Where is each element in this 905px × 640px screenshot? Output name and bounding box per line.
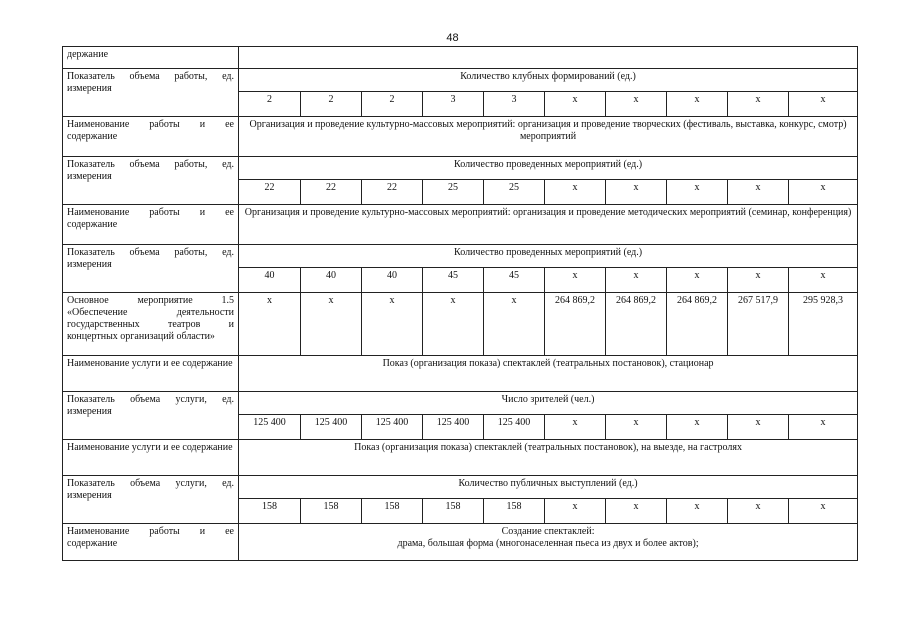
empty-cell — [239, 47, 858, 69]
value-cell: 3 — [484, 92, 545, 117]
service-description: Показ (организация показа) спектаклей (театральных постановок), стационар — [239, 356, 858, 392]
table-row — [63, 293, 858, 356]
value-cell: 267 517,9 — [728, 293, 789, 356]
row-label: Показатель объема работы, ед. измерения — [63, 69, 239, 117]
table-row — [63, 476, 858, 499]
value-cell: х — [423, 293, 484, 356]
value-cell: х — [606, 268, 667, 293]
row-label: Наименование работы и ее содержание — [63, 117, 239, 157]
value-cell: х — [667, 92, 728, 117]
table-row — [63, 524, 858, 561]
indicator-title: Количество публичных выступлений (ед.) — [239, 476, 858, 499]
value-cell: х — [545, 180, 606, 205]
value-cell: 40 — [362, 268, 423, 293]
value-cell: 45 — [423, 268, 484, 293]
value-cell: х — [667, 180, 728, 205]
value-cell: х — [545, 415, 606, 440]
page-number: 48 — [446, 32, 459, 44]
value-cell: 158 — [423, 499, 484, 524]
value-cell: х — [728, 499, 789, 524]
program-table — [62, 46, 858, 561]
value-cell: 158 — [484, 499, 545, 524]
value-cell: 2 — [362, 92, 423, 117]
table-row — [63, 69, 858, 92]
table-row — [63, 440, 858, 476]
value-cell: х — [728, 415, 789, 440]
value-cell: 2 — [301, 92, 362, 117]
value-cell: х — [545, 499, 606, 524]
value-cell: х — [606, 499, 667, 524]
value-cell: 25 — [484, 180, 545, 205]
row-label: Наименование услуги и ее содержание — [63, 356, 239, 392]
value-cell: х — [484, 293, 545, 356]
work-description-line: Создание спектаклей: — [501, 526, 595, 537]
value-cell: 158 — [362, 499, 423, 524]
value-cell: 295 928,3 — [789, 293, 858, 356]
value-cell: 25 — [423, 180, 484, 205]
value-cell: х — [728, 180, 789, 205]
row-label: Наименование работы и ее содержание — [63, 524, 239, 561]
value-cell: 2 — [239, 92, 301, 117]
row-label: Основное мероприятие 1.5 «Обеспечение деятельности государственных театров и концертных организаций области» — [63, 293, 239, 356]
value-cell: 22 — [362, 180, 423, 205]
service-description: Показ (организация показа) спектаклей (театральных постановок), на выезде, на гастролях — [239, 440, 858, 476]
value-cell: х — [789, 499, 858, 524]
value-cell: х — [545, 92, 606, 117]
value-cell: х — [545, 268, 606, 293]
value-cell: х — [789, 415, 858, 440]
value-cell: 3 — [423, 92, 484, 117]
value-cell: х — [606, 92, 667, 117]
value-cell: 22 — [239, 180, 301, 205]
value-cell: 264 869,2 — [606, 293, 667, 356]
table-row — [63, 117, 858, 157]
table-row — [63, 205, 858, 245]
work-description: Организация и проведение культурно-массовых мероприятий: организация и проведение творческих (фестиваль, выставка, конкурс, смотр) мероприятий — [239, 117, 858, 157]
value-cell: х — [301, 293, 362, 356]
value-cell: 22 — [301, 180, 362, 205]
table-row — [63, 245, 858, 268]
value-cell: 125 400 — [484, 415, 545, 440]
value-cell: 125 400 — [301, 415, 362, 440]
row-label: Показатель объема работы, ед. измерения — [63, 157, 239, 205]
row-label: Показатель объема работы, ед. измерения — [63, 245, 239, 293]
work-description — [239, 524, 858, 561]
value-cell: х — [789, 268, 858, 293]
row-label: Показатель объема услуги, ед. измерения — [63, 392, 239, 440]
value-cell: х — [789, 92, 858, 117]
indicator-title: Число зрителей (чел.) — [239, 392, 858, 415]
value-cell: х — [728, 92, 789, 117]
value-cell: 40 — [239, 268, 301, 293]
value-cell: х — [667, 268, 728, 293]
value-cell: 158 — [301, 499, 362, 524]
value-cell: 125 400 — [423, 415, 484, 440]
row-label: Показатель объема услуги, ед. измерения — [63, 476, 239, 524]
work-description-line: драма, большая форма (многонаселенная пьеса из двух и более актов); — [397, 538, 699, 549]
value-cell: 125 400 — [239, 415, 301, 440]
value-cell: 158 — [239, 499, 301, 524]
value-cell: 264 869,2 — [545, 293, 606, 356]
value-cell: х — [728, 268, 789, 293]
value-cell: 264 869,2 — [667, 293, 728, 356]
work-description: Организация и проведение культурно-массовых мероприятий: организация и проведение методических мероприятий (семинар, конференция) — [239, 205, 858, 245]
row-label: Наименование услуги и ее содержание — [63, 440, 239, 476]
indicator-title: Количество проведенных мероприятий (ед.) — [239, 245, 858, 268]
table-row — [63, 157, 858, 180]
table-row — [63, 392, 858, 415]
table-row — [63, 47, 858, 69]
value-cell: х — [667, 499, 728, 524]
value-cell: х — [667, 415, 728, 440]
value-cell: 40 — [301, 268, 362, 293]
value-cell: 125 400 — [362, 415, 423, 440]
value-cell: х — [239, 293, 301, 356]
value-cell: х — [789, 180, 858, 205]
indicator-title: Количество проведенных мероприятий (ед.) — [239, 157, 858, 180]
value-cell: х — [606, 180, 667, 205]
value-cell: 45 — [484, 268, 545, 293]
indicator-title: Количество клубных формирований (ед.) — [239, 69, 858, 92]
value-cell: х — [606, 415, 667, 440]
row-label: Наименование работы и ее содержание — [63, 205, 239, 245]
value-cell: х — [362, 293, 423, 356]
table-row — [63, 356, 858, 392]
row-label: держание — [63, 47, 239, 69]
